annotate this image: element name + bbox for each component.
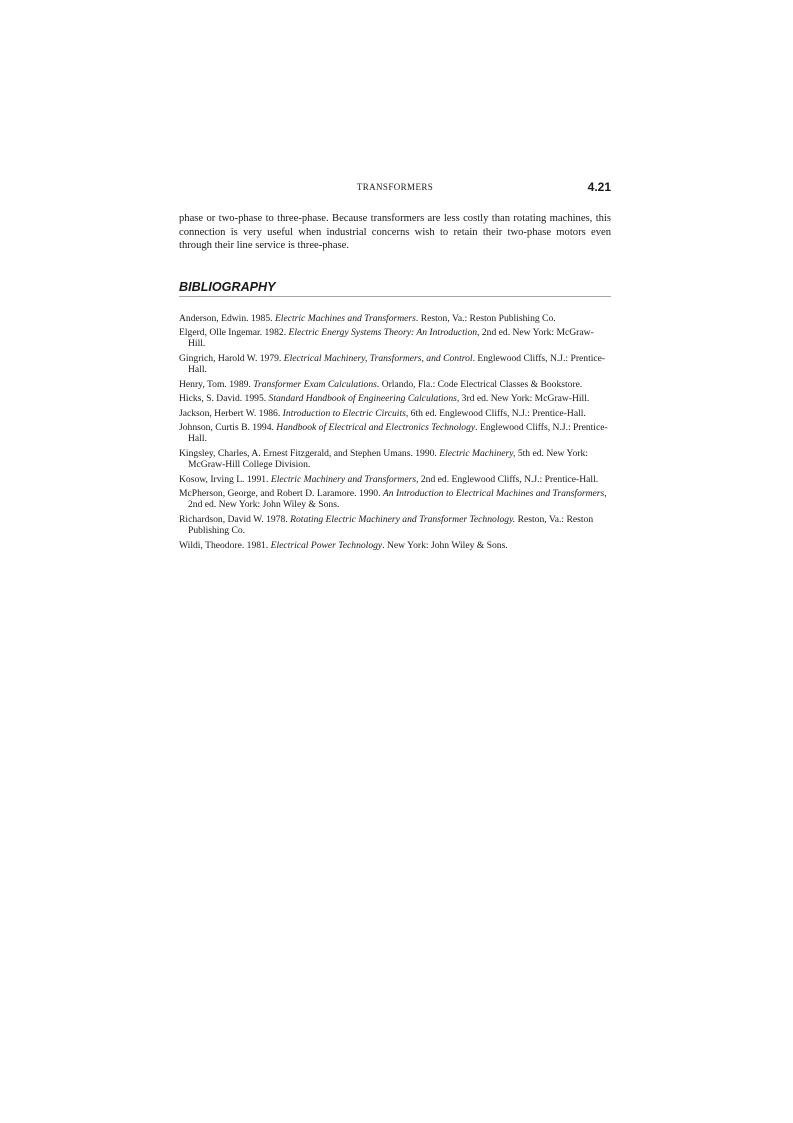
entry-author: Kingsley, Charles, A. Ernest Fitzgerald, and Stephen Umans. 1990. (179, 447, 440, 459)
entry-author: Richardson, David W. 1978. (179, 513, 291, 525)
entry-publication: . Orlando, Fla.: Code Electrical Classes & Bookstore. (376, 378, 583, 390)
bibliography-entry (179, 448, 611, 471)
entry-publication: . Englewood Cliffs, N.J.: Prentice-Hall. (188, 352, 606, 376)
running-head-title: TRANSFORMERS (356, 182, 434, 192)
entry-title: Electric Machinery and Transformers (270, 473, 417, 485)
bibliography-entry (179, 488, 611, 511)
body-paragraph: phase or two-phase to three-phase. Because transformers are less costly than rotating machines, this connection is very useful when industrial concerns wish to retain their two-phase motors even through their line service is three-phase. (179, 213, 611, 251)
entry-title: Electric Machines and Transformers (274, 312, 416, 324)
entry-author: Johnson, Curtis B. 1994. (179, 422, 277, 433)
entry-author: Anderson, Edwin. 1985. (179, 312, 275, 324)
entry-publication: . Reston, Va.: Reston Publishing Co. (415, 312, 556, 324)
bibliography-entry (179, 540, 611, 551)
entry-author: Elgerd, Olle Ingemar. 1982. (179, 326, 289, 338)
bibliography-entry (179, 353, 611, 376)
bibliography-entry (179, 379, 611, 390)
entry-title: Introduction to Electric Circuits (282, 407, 406, 419)
entry-publication: , 3rd ed. New York: McGraw-Hill. (456, 393, 590, 405)
bibliography-entry (179, 393, 611, 404)
bibliography-entry (179, 514, 611, 537)
entry-author: Kosow, Irving L. 1991. (179, 473, 271, 485)
entry-author: Henry, Tom. 1989. (179, 378, 254, 390)
bibliography-entry (179, 422, 611, 445)
running-head (179, 180, 611, 196)
entry-publication: . New York: John Wiley & Sons. (382, 539, 508, 551)
bibliography-entry (179, 313, 611, 324)
page-number: 4.21 (587, 180, 611, 194)
entry-publication: , 2nd ed. New York: John Wiley & Sons. (188, 488, 607, 511)
entry-author: Jackson, Herbert W. 1986. (179, 407, 283, 419)
entry-author: Wildi, Theodore. 1981. (179, 539, 271, 551)
entry-publication: Reston, Va.: Reston Publishing Co. (188, 513, 594, 537)
entry-publication: . Englewood Cliffs, N.J.: Prentice-Hall. (188, 422, 608, 445)
book-page (179, 180, 611, 554)
entry-title: Standard Handbook of Engineering Calculations (268, 393, 457, 405)
entry-title: Handbook of Electrical and Electronics Technology (276, 422, 476, 433)
entry-author: Gingrich, Harold W. 1979. (179, 352, 284, 364)
entry-author: Hicks, S. David. 1995. (179, 393, 269, 405)
entry-title: An Introduction to Electrical Machines and Transformers (382, 488, 605, 500)
entry-title: Electrical Machinery, Transformers, and Control (283, 352, 473, 364)
entry-publication: , 2nd ed. New York: McGraw-Hill. (188, 326, 594, 350)
bibliography-heading: BIBLIOGRAPHY (179, 280, 611, 297)
bibliography-list (179, 313, 611, 551)
entry-title: Transformer Exam Calculations (253, 378, 377, 390)
entry-title: Electric Machinery, (439, 447, 516, 459)
entry-title: Rotating Electric Machinery and Transformer Technology. (290, 513, 516, 525)
bibliography-entry (179, 474, 611, 485)
bibliography-entry (179, 408, 611, 419)
bibliography-entry (179, 327, 611, 350)
entry-title: Electrical Power Technology (270, 539, 383, 551)
entry-publication: , 2nd ed. Englewood Cliffs, N.J.: Prentice-Hall. (416, 473, 599, 485)
entry-title: Electric Energy Systems Theory: An Introduction (288, 326, 478, 338)
entry-publication: 5th ed. New York: McGraw-Hill College Division. (188, 447, 588, 471)
entry-author: McPherson, George, and Robert D. Laramore. 1990. (179, 488, 383, 500)
entry-publication: , 6th ed. Englewood Cliffs, N.J.: Prentice-Hall. (405, 407, 586, 419)
